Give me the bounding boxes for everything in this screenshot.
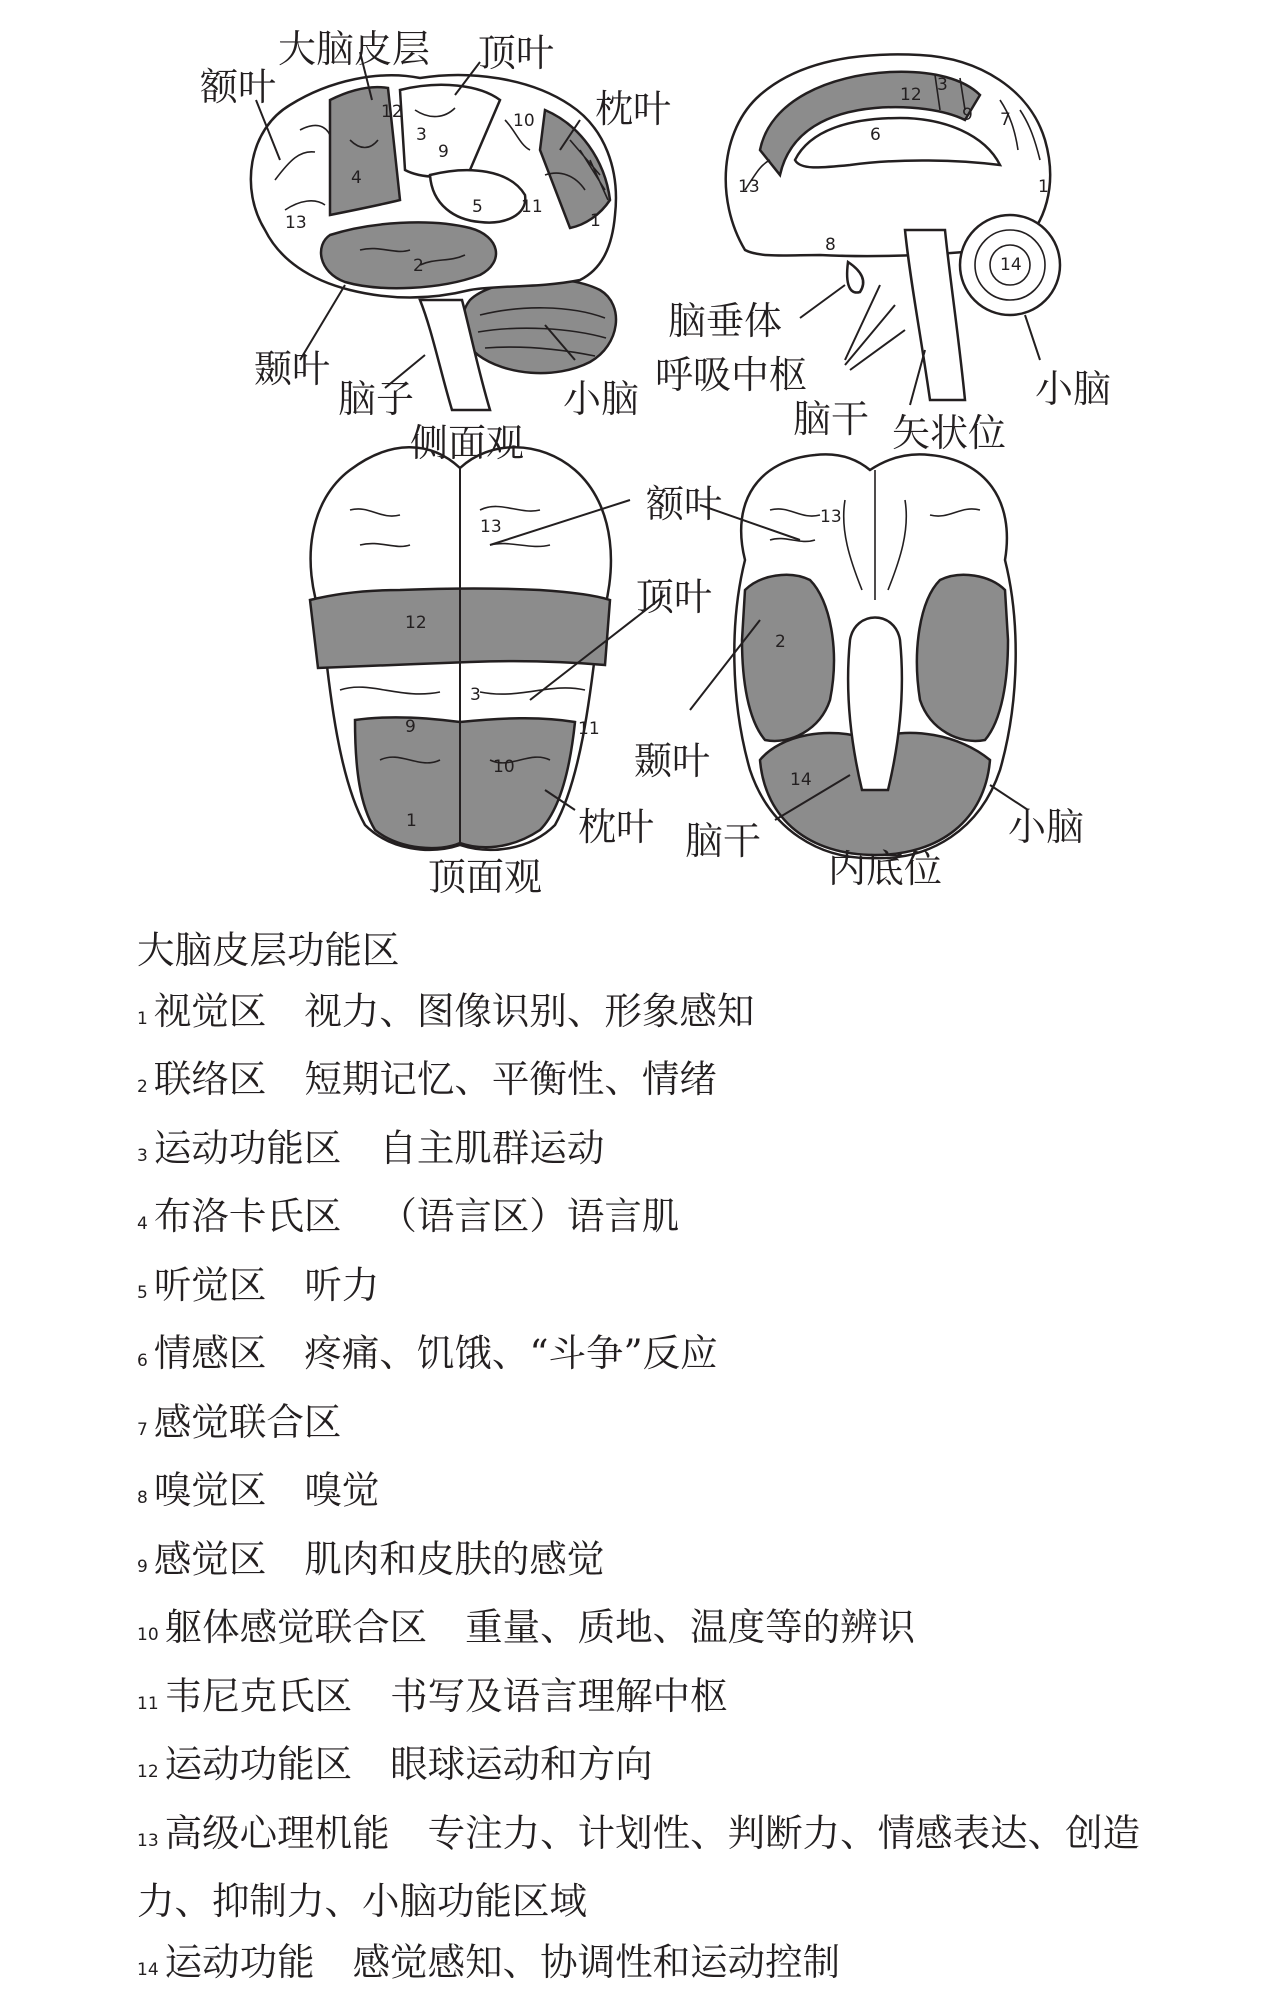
legend-item-description: 自主肌群运动 <box>379 1126 604 1170</box>
svg-text:1: 1 <box>590 211 601 231</box>
svg-text:13: 13 <box>480 517 502 537</box>
legend-item <box>137 1803 1147 1932</box>
bottom-brainstem <box>848 618 902 791</box>
legend-item-name: 听觉区 <box>154 1263 267 1307</box>
sagittal-label-respiratory: 呼吸中枢 <box>655 356 807 394</box>
bottom-label-cerebellum: 小脑 <box>1008 808 1084 846</box>
legend-item-number: 7 <box>137 1420 148 1440</box>
legend-item-description: 眼球运动和方向 <box>390 1742 653 1786</box>
legend-item-number: 12 <box>137 1762 159 1782</box>
sagittal-pituitary <box>847 262 863 293</box>
svg-text:1: 1 <box>1038 177 1049 197</box>
legend-item <box>137 1049 1147 1118</box>
legend-item <box>137 1255 1147 1324</box>
legend-item-number: 8 <box>137 1488 148 1508</box>
legend-item-number: 14 <box>137 1960 159 1980</box>
svg-text:12: 12 <box>405 613 427 633</box>
svg-text:3: 3 <box>416 125 427 145</box>
top-view-caption: 顶面观 <box>428 858 542 896</box>
legend-item <box>137 1186 1147 1255</box>
svg-text:6: 6 <box>870 125 881 145</box>
legend-item-name: 运动功能区 <box>154 1126 342 1170</box>
top-view-brain <box>310 447 665 850</box>
bottom-label-temporal: 颞叶 <box>634 742 710 780</box>
legend-item <box>137 1932 1147 2000</box>
svg-text:4: 4 <box>351 168 362 188</box>
legend-item-number: 5 <box>137 1283 148 1303</box>
bottom-view-caption: 内底位 <box>828 850 942 888</box>
legend-item-description: 疼痛、饥饿、“斗争”反应 <box>304 1331 717 1375</box>
legend-item-description: 书写及语言理解中枢 <box>390 1674 728 1718</box>
side-label-temporal: 颞叶 <box>254 350 330 388</box>
legend-item-description: 专注力、计划性、判断力、情感表达、创造力、抑制力、小脑功能区域 <box>137 1811 1140 1924</box>
side-label-cerebellum: 小脑 <box>563 380 639 418</box>
sagittal-label-brainstem: 脑干 <box>793 400 869 438</box>
svg-text:14: 14 <box>790 770 812 790</box>
legend-item-name: 视觉区 <box>154 989 267 1033</box>
svg-text:7: 7 <box>1000 110 1011 130</box>
functional-area-legend <box>137 920 1147 2000</box>
legend-item-description: 视力、图像识别、形象感知 <box>304 989 754 1033</box>
legend-item-description: 听力 <box>304 1263 379 1307</box>
legend-item-number: 6 <box>137 1351 148 1371</box>
svg-text:12: 12 <box>900 85 922 105</box>
sagittal-view-caption: 矢状位 <box>892 414 1006 452</box>
side-view-caption: 侧面观 <box>410 424 524 462</box>
legend-item-number: 13 <box>137 1831 159 1851</box>
svg-text:3: 3 <box>937 75 948 95</box>
legend-item-number: 4 <box>137 1214 148 1234</box>
sagittal-label-cerebellum: 小脑 <box>1035 370 1111 408</box>
legend-item-number: 11 <box>137 1694 159 1714</box>
side-label-occipital: 枕叶 <box>595 90 671 128</box>
top-label-occipital: 枕叶 <box>578 808 654 846</box>
legend-item-name: 运动功能区 <box>165 1742 353 1786</box>
svg-text:10: 10 <box>513 111 535 131</box>
legend-item-description: 嗅觉 <box>304 1468 379 1512</box>
legend-item <box>137 1734 1147 1803</box>
legend-item-description: 肌肉和皮肤的感觉 <box>304 1537 604 1581</box>
svg-text:2: 2 <box>775 632 786 652</box>
side-region-2 <box>321 222 496 288</box>
legend-item-name: 联络区 <box>154 1057 267 1101</box>
legend-item-name: 运动功能 <box>165 1940 315 1984</box>
bottom-region-2-right <box>917 575 1008 741</box>
legend-item <box>137 1529 1147 1598</box>
bottom-view-brain <box>690 454 1028 858</box>
top-label-frontal: 额叶 <box>646 485 722 523</box>
legend-item-name: 感觉联合区 <box>154 1400 342 1444</box>
top-label-parietal: 顶叶 <box>636 578 712 616</box>
legend-item-description: （语言区）语言肌 <box>379 1194 679 1238</box>
legend-item-number: 1 <box>137 1009 148 1029</box>
brain-diagram-figure <box>0 0 1271 900</box>
legend-item <box>137 1392 1147 1461</box>
legend-title: 大脑皮层功能区 <box>137 920 1147 981</box>
legend-item-name: 躯体感觉联合区 <box>165 1605 428 1649</box>
legend-item <box>137 1666 1147 1735</box>
side-label-brain: 脑子 <box>338 380 414 418</box>
svg-text:10: 10 <box>493 757 515 777</box>
legend-item-number: 3 <box>137 1146 148 1166</box>
svg-text:11: 11 <box>521 197 543 217</box>
svg-text:1: 1 <box>406 811 417 831</box>
legend-item <box>137 1460 1147 1529</box>
legend-item-number: 10 <box>137 1625 159 1645</box>
top-region-10-1 <box>355 717 575 848</box>
svg-text:3: 3 <box>470 685 481 705</box>
svg-text:5: 5 <box>472 197 483 217</box>
legend-item-name: 布洛卡氏区 <box>154 1194 342 1238</box>
legend-item-name: 高级心理机能 <box>165 1811 390 1855</box>
legend-item <box>137 981 1147 1050</box>
bottom-label-brainstem: 脑干 <box>685 822 761 860</box>
sagittal-label-pituitary: 脑垂体 <box>668 302 782 340</box>
side-label-parietal: 顶叶 <box>478 34 554 72</box>
bottom-region-2-left <box>742 575 834 741</box>
svg-text:9: 9 <box>405 717 416 737</box>
svg-text:13: 13 <box>285 213 307 233</box>
legend-item-description: 短期记忆、平衡性、情绪 <box>304 1057 717 1101</box>
svg-text:14: 14 <box>1000 255 1022 275</box>
legend-item-name: 韦尼克氏区 <box>165 1674 353 1718</box>
legend-item-name: 嗅觉区 <box>154 1468 267 1512</box>
legend-item-name: 感觉区 <box>154 1537 267 1581</box>
svg-text:13: 13 <box>820 507 842 527</box>
legend-items <box>137 981 1147 2000</box>
sagittal-brainstem <box>905 230 965 400</box>
svg-text:2: 2 <box>413 256 424 276</box>
svg-text:12: 12 <box>381 102 403 122</box>
side-cerebellum-region <box>462 279 616 373</box>
svg-text:9: 9 <box>438 142 449 162</box>
legend-item-number: 2 <box>137 1077 148 1097</box>
legend-item-number: 9 <box>137 1557 148 1577</box>
side-label-cortex: 大脑皮层 <box>278 30 430 68</box>
legend-item-description: 感觉感知、协调性和运动控制 <box>353 1940 841 1984</box>
legend-item-name: 情感区 <box>154 1331 267 1375</box>
svg-text:11: 11 <box>578 719 600 739</box>
legend-item <box>137 1323 1147 1392</box>
svg-text:9: 9 <box>962 105 973 125</box>
legend-item-description: 重量、质地、温度等的辨识 <box>465 1605 915 1649</box>
legend-item <box>137 1118 1147 1187</box>
svg-text:13: 13 <box>738 177 760 197</box>
svg-text:8: 8 <box>825 235 836 255</box>
side-label-frontal: 额叶 <box>200 68 276 106</box>
legend-item <box>137 1597 1147 1666</box>
